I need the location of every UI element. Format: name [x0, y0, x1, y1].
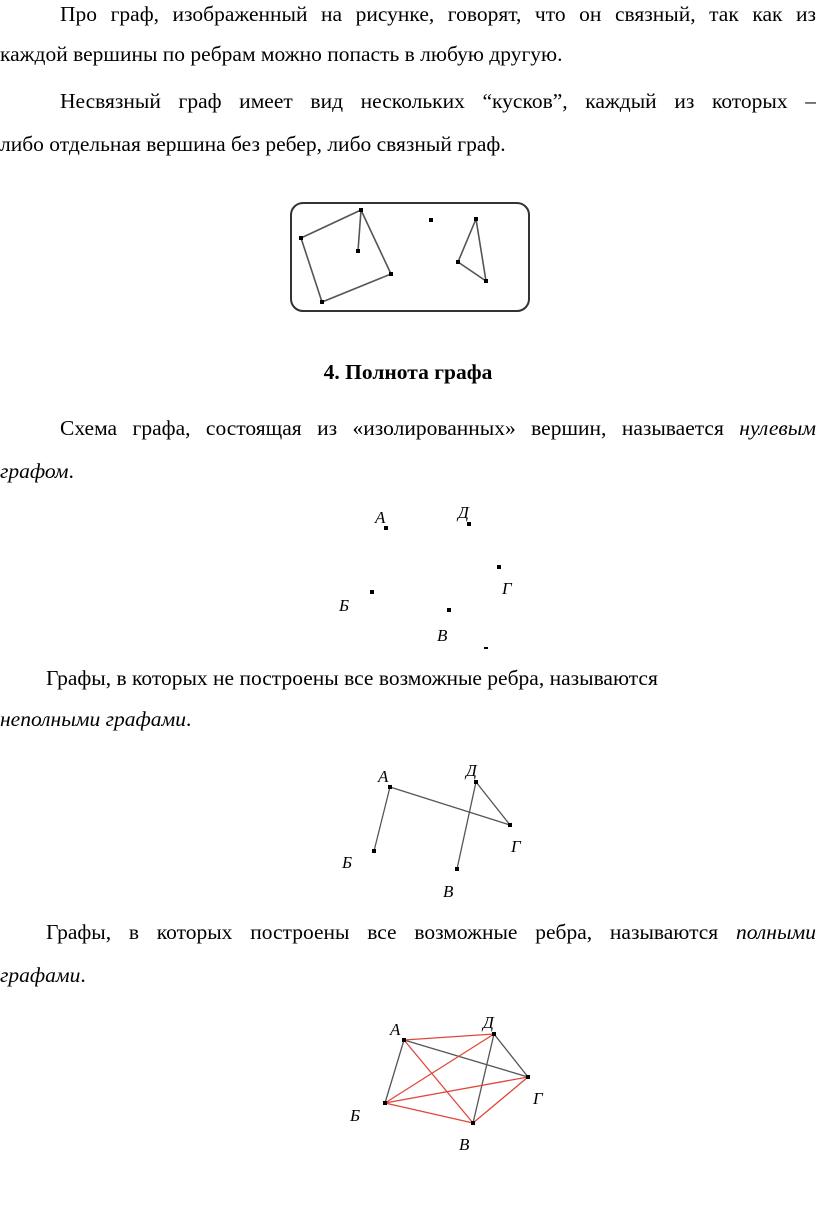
paragraph-text: Схема графа, состоящая из «изолированных» вершин, называется [60, 416, 740, 440]
null-graph-figure [0, 495, 816, 655]
red-edges [385, 1034, 528, 1123]
paragraph-line [0, 697, 816, 741]
paragraph-line: каждой вершины по ребрам можно попасть в любую другую. [0, 42, 563, 66]
vertex-label-b: Б [342, 853, 353, 872]
paragraph-line: либо отдельная вершина без ребер, либо связный граф. [0, 132, 506, 156]
paragraph-text: . [68, 459, 74, 483]
paragraph-line: Графы, в которых не построены все возможные ребра, называются [46, 666, 658, 690]
graph-vertices [370, 522, 501, 649]
paragraph-text: . [80, 963, 86, 987]
term-graphs: графами [0, 963, 81, 987]
vertex-label-a: А [375, 508, 386, 527]
complete-graph-figure [0, 1005, 816, 1165]
paragraph-line: Про граф, изображенный на рисунке, говорят, что он связный, так как из [60, 2, 816, 26]
paragraph-line [0, 449, 816, 493]
vertex-label-b: Б [350, 1106, 361, 1125]
vertex-label-d: Д [458, 503, 469, 522]
vertex-label-d: Д [483, 1013, 494, 1032]
incomplete-graph-figure [0, 755, 816, 905]
graph-edges [374, 782, 510, 869]
paragraph-line [0, 953, 816, 997]
vertex-label-g: Г [502, 579, 512, 598]
paragraph-line: Несвязный граф имеет вид нескольких “кусков”, каждый из которых – [60, 89, 816, 113]
term-complete: полными [735, 920, 816, 944]
vertex-label-a: А [378, 767, 389, 786]
vertex-label-a: А [390, 1020, 401, 1039]
vertex-label-g: Г [533, 1089, 543, 1108]
vertex-label-d: Д [466, 761, 477, 780]
graph-vertices [383, 1032, 530, 1125]
quad-component [301, 210, 391, 302]
paragraph-text: Графы, в которых построены все возможные ребра, называются [46, 920, 736, 944]
paragraph-line [0, 910, 816, 954]
paragraph-text: . [186, 707, 192, 731]
graph-vertices [372, 780, 512, 871]
triangle-component [458, 219, 486, 281]
vertex-label-v: В [459, 1135, 470, 1154]
vertex-label-b: Б [339, 596, 350, 615]
disconnected-graph-figure [0, 195, 816, 325]
term-graph: графом [0, 459, 69, 483]
vertex-label-v: В [437, 626, 448, 645]
figure-frame [291, 203, 529, 311]
vertex-label-g: Г [511, 837, 521, 856]
paragraph-line [0, 406, 816, 450]
black-edges [385, 1034, 528, 1123]
term-null: нулевым [739, 416, 816, 440]
vertex-label-v: В [443, 882, 454, 901]
section-heading: 4. Полнота графа [323, 360, 493, 384]
term-incomplete: неполными графами [0, 707, 186, 731]
